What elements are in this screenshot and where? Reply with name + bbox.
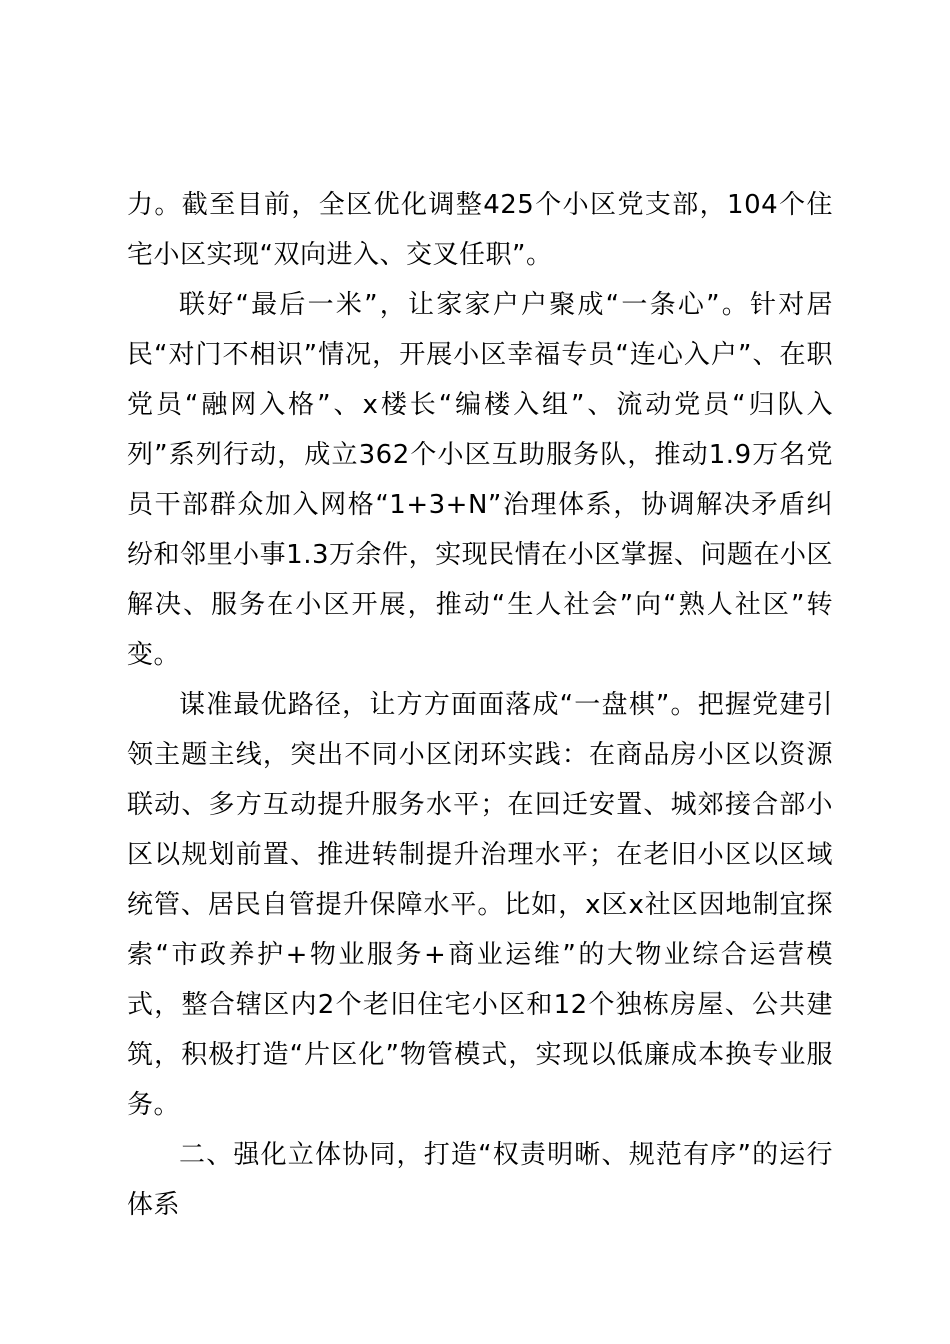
document-body xyxy=(127,180,833,1230)
paragraph-last-meter: 联好“最后一米”，让家家户户聚成“一条心”。针对居民“对门不相识”情况，开展小区幸福专员“连心入户”、在职党员“融网入格”、x楼长“编楼入组”、流动党员“归队入列”系列行动，成立362个小区互助服务队，推动1.9万名党员干部群众加入网格“1+3+N”治理体系，协调解决矛盾纠纷和邻里小事1.3万余件，实现民情在小区掌握、问题在小区解决、服务在小区开展，推动“生人社会”向“熟人社区”转变。 xyxy=(127,290,833,670)
paragraph-optimal-path: 谋准最优路径，让方方面面落成“一盘棋”。把握党建引领主题主线，突出不同小区闭环实践：在商品房小区以资源联动、多方互动提升服务水平；在回迁安置、城郊接合部小区以规划前置、推进转制提升治理水平；在老旧小区以区域统管、居民自管提升保障水平。比如，x区x社区因地制宜探索“市政养护+物业服务+商业运维”的大物业综合运营模式，整合辖区内2个老旧住宅小区和12个独栋房屋、公共建筑，积极打造“片区化”物管模式，实现以低廉成本换专业服务。 xyxy=(127,690,833,1120)
section-heading: 二、强化立体协同，打造“权责明晰、规范有序”的运行体系 xyxy=(127,1140,833,1220)
paragraph-continuation: 力。截至目前，全区优化调整425个小区党支部，104个住宅小区实现“双向进入、交叉任职”。 xyxy=(127,190,833,270)
